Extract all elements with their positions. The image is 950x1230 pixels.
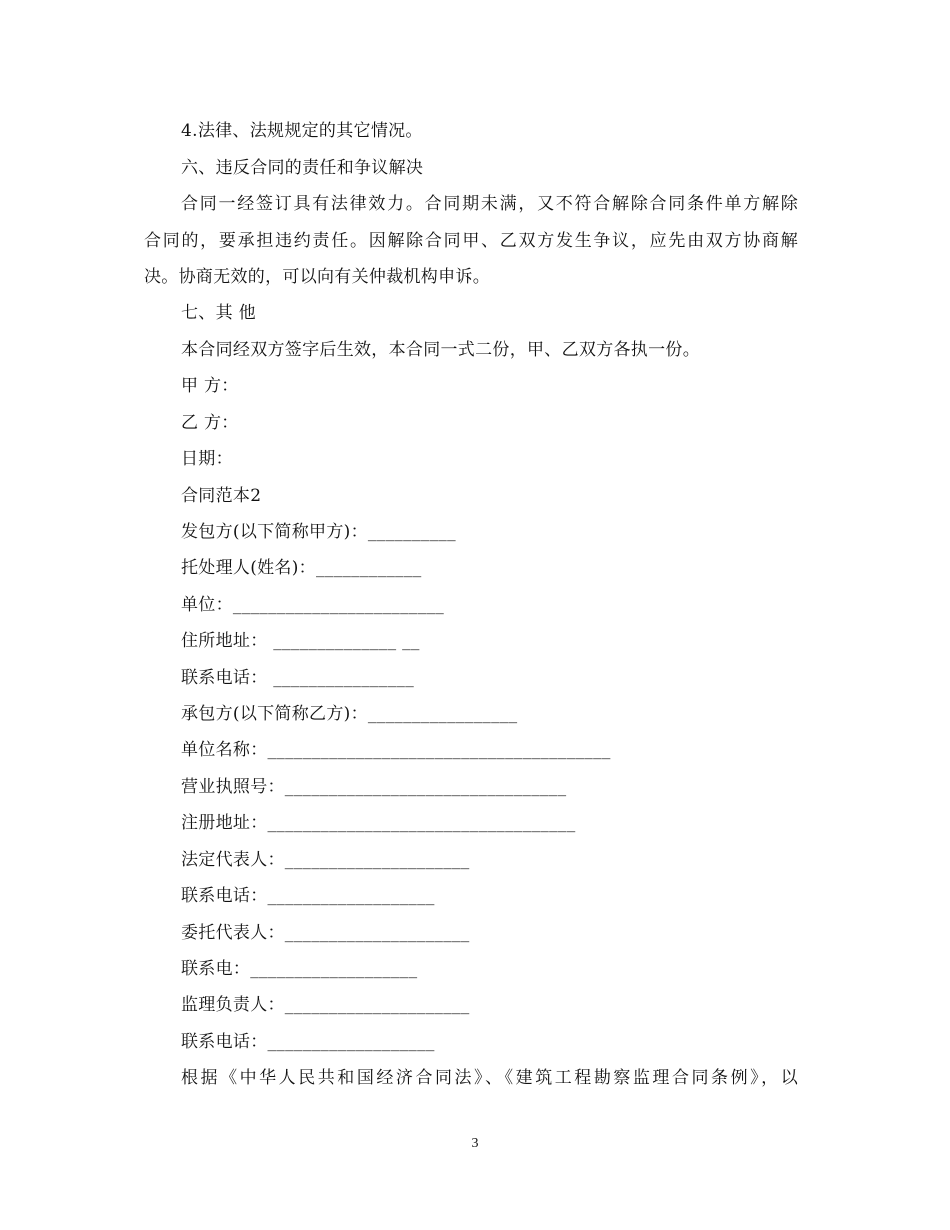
form-field-line: 联系电话： ________________: [181, 668, 415, 688]
contract-template-title: 合同范本2: [181, 486, 262, 506]
paragraph-line: 合同的，要承担违约责任。因解除合同甲、乙双方发生争议，应先由双方协商解: [144, 231, 798, 251]
form-field-line: 发包方(以下简称甲方)：__________: [181, 522, 456, 542]
form-field-line: 注册地址：___________________________________: [181, 813, 576, 833]
form-field-line: 联系电：___________________: [181, 959, 418, 979]
form-field-line: 住所地址： ______________ __: [181, 631, 420, 651]
page-number: 3: [471, 1136, 479, 1151]
paragraph-line: 合同一经签订具有法律效力。合同期未满，又不符合解除合同条件单方解除: [181, 194, 798, 214]
party-b-label: 乙 方：: [181, 413, 239, 433]
party-a-label: 甲 方：: [181, 376, 239, 396]
paragraph-line: 决。协商无效的，可以向有关仲裁机构申诉。: [144, 267, 490, 287]
form-field-line: 委托代表人：_____________________: [181, 923, 470, 943]
form-field-line: 联系电话：___________________: [181, 886, 435, 906]
form-field-line: 营业执照号：________________________________: [181, 777, 567, 797]
form-field-line: 监理负责人：_____________________: [181, 995, 470, 1015]
section-6-heading: 六、违反合同的责任和争议解决: [181, 158, 424, 178]
form-field-line: 单位：________________________: [181, 595, 445, 615]
form-field-line: 托处理人(姓名)：____________: [181, 558, 422, 578]
paragraph-line: 本合同经双方签字后生效，本合同一式二份，甲、乙双方各执一份。: [181, 340, 700, 360]
section-7-heading: 七、其 他: [181, 303, 256, 323]
form-field-line: 法定代表人：_____________________: [181, 850, 470, 870]
form-field-line: 单位名称：_______________________________________: [181, 740, 611, 760]
date-label: 日期：: [181, 449, 233, 469]
clause-4-text: 4.法律、法规规定的其它情况。: [181, 121, 423, 141]
paragraph-line: 根据《中华人民共和国经济合同法》、《建筑工程勘察监理合同条例》，以: [181, 1068, 798, 1088]
form-field-line: 承包方(以下简称乙方)：_________________: [181, 704, 518, 724]
form-field-line: 联系电话：___________________: [181, 1032, 435, 1052]
